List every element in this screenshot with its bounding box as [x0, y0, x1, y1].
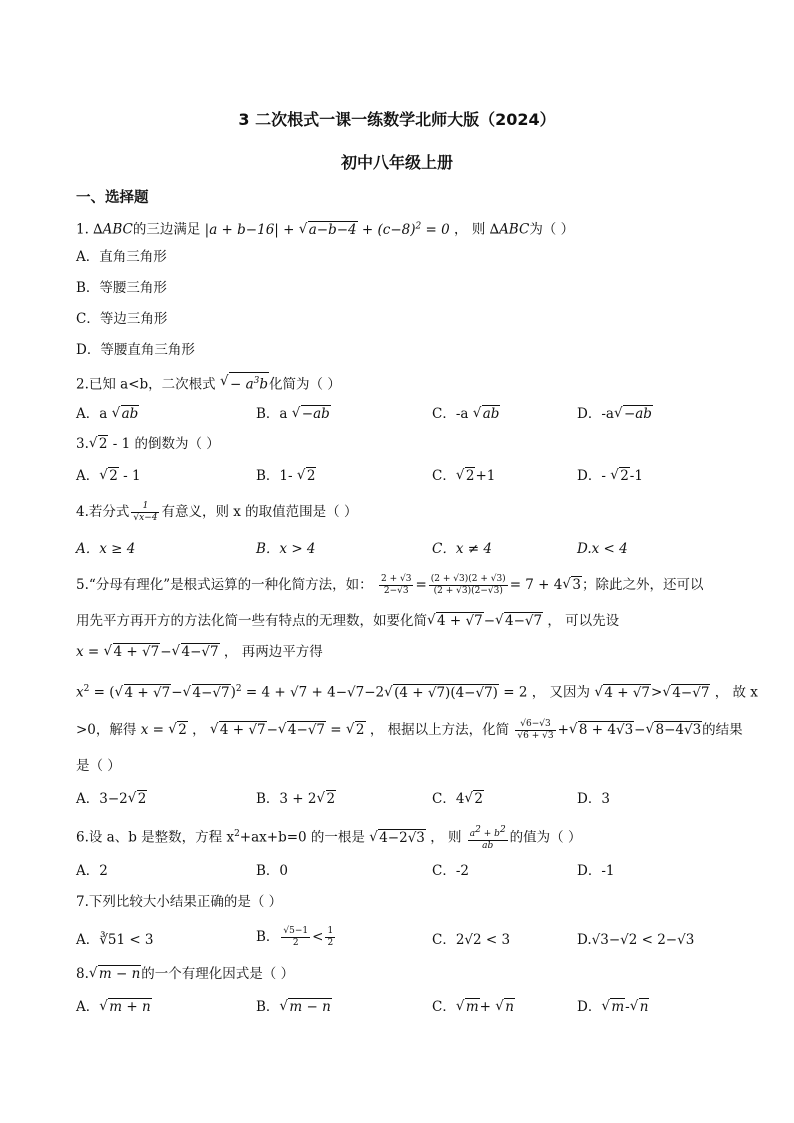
- question-8: 8.√ m − n的一个有理化因式是（ ）: [76, 964, 294, 984]
- q6-option-d[interactable]: D．-1: [577, 863, 615, 879]
- q1-option-d[interactable]: D．等腰直角三角形: [76, 342, 195, 358]
- q7-option-c[interactable]: C．2√2 < 3: [432, 932, 511, 948]
- q5-option-a[interactable]: A．3−2√ 2: [76, 789, 147, 809]
- q7-option-b[interactable]: B． $\frac{√5-1}{2}$ < $\frac{1}{2}$: [256, 926, 334, 948]
- q7-option-d[interactable]: D.√3−√2 < 2−√3: [577, 932, 695, 948]
- q1-option-c[interactable]: C．等边三角形: [76, 311, 168, 327]
- q4-option-c[interactable]: C．x ≠ 4: [432, 541, 492, 557]
- page-subtitle: 初中八年级上册: [340, 153, 453, 172]
- q6-option-c[interactable]: C．-2: [432, 863, 469, 879]
- q8-option-d[interactable]: D．√ m-√ n: [577, 997, 649, 1017]
- q4-option-a[interactable]: A．x ≥ 4: [76, 541, 136, 557]
- q8-option-b[interactable]: B．√ m − n: [256, 997, 332, 1017]
- q2-option-b[interactable]: B．a √ −ab: [256, 404, 331, 424]
- q3-option-b[interactable]: B．1- √ 2: [256, 466, 316, 486]
- question-4: 4.若分式 $\frac{1}{√x-4}$ 有意义，则 x 的取值范围是（ ）: [76, 501, 358, 523]
- question-5-line-2: 用先平方再开方的方法化简一些有特点的无理数，如要化简√ 4 + √7−√ 4−√7 ， 可以先设: [76, 611, 619, 631]
- q5-option-c[interactable]: C．4√ 2: [432, 789, 484, 809]
- page-title: 3 二次根式一课一练数学北师大版（2024）: [238, 110, 556, 129]
- question-3: 3.√ 2 - 1 的倒数为（ ）: [76, 434, 220, 454]
- question-6: 6.设 a、b 是整数，方程 $x^2+ax+b=0$ 的一根是 √ 4−2√3 ， 则 $\frac{a^2 + b^2}{ab}$ 的值为（ ）: [76, 824, 581, 852]
- q3-option-c[interactable]: C．√ 2+1: [432, 466, 495, 486]
- question-5-line-1: 5.“分母有理化”是根式运算的一种化简方法，如： $\frac{2 + √3}{2-√3}$ = $\frac{(2 + √3)(2 + √3)}{(2 + √3)(2-√3)}$ = 7 + 4√ 3；除此之外，还可以: [76, 574, 703, 597]
- q2-option-d[interactable]: D．-a√ −ab: [577, 404, 653, 424]
- q5-option-b[interactable]: B．3 + 2√ 2: [256, 789, 336, 809]
- question-7: 7.下列比较大小结果正确的是（ ）: [76, 894, 283, 910]
- question-1: 1. ∆ABC的三边满足 |a + b−16| + √ $a-b-4 + (c-8)^2 = 0$ ， 则 ∆ABC为（ ）: [76, 216, 574, 240]
- q1-option-a[interactable]: A．直角三角形: [76, 249, 167, 265]
- q3-option-a[interactable]: A．√ 2 - 1: [76, 466, 141, 486]
- question-5-line-3: x = √ 4 + √7−√ 4−√7 ， 再两边平方得: [76, 642, 323, 662]
- q5-option-d[interactable]: D．3: [577, 791, 610, 807]
- question-2: 2.已知 a<b，二次根式 √ − $a^3b$化简为（ ）: [76, 372, 341, 395]
- q6-option-b[interactable]: B．0: [256, 863, 289, 879]
- q1-option-b[interactable]: B．等腰三角形: [76, 280, 167, 296]
- q7-option-a[interactable]: A．∛51 < 3: [76, 932, 154, 948]
- q8-option-c[interactable]: C．√ m+ √ n: [432, 997, 515, 1017]
- question-5-line-4: $x^2$ = (√ 4 + √7−√ 4−√7)$^2$ = 4 + √7 + 4−√7−2√ (4 + √7)(4−√7) = 2 ， 又因为 √ 4 + √7>√ 4−√7 ， 故 x: [76, 679, 758, 703]
- q2-option-a[interactable]: A．a √ ab: [76, 404, 139, 424]
- q4-option-b[interactable]: B．x > 4: [256, 541, 316, 557]
- q6-option-a[interactable]: A．2: [76, 863, 108, 879]
- section-heading: 一、选择题: [76, 190, 149, 206]
- question-5-line-5: >0，解得 x = √ 2 ， √ 4 + √7−√ 4−√7 = √ 2 ， 根据以上方法，化简 $\frac{√6-√3}{√6 + √3}$ +√ 8 + 4√3−√ 8−4√3的结果: [76, 719, 743, 742]
- question-5-line-6: 是（ ）: [76, 758, 121, 774]
- q4-option-d[interactable]: D.x < 4: [577, 541, 628, 557]
- q8-option-a[interactable]: A．√ m + n: [76, 997, 152, 1017]
- q3-option-d[interactable]: D．- √ 2-1: [577, 466, 643, 486]
- q2-option-c[interactable]: C．-a √ ab: [432, 404, 500, 424]
